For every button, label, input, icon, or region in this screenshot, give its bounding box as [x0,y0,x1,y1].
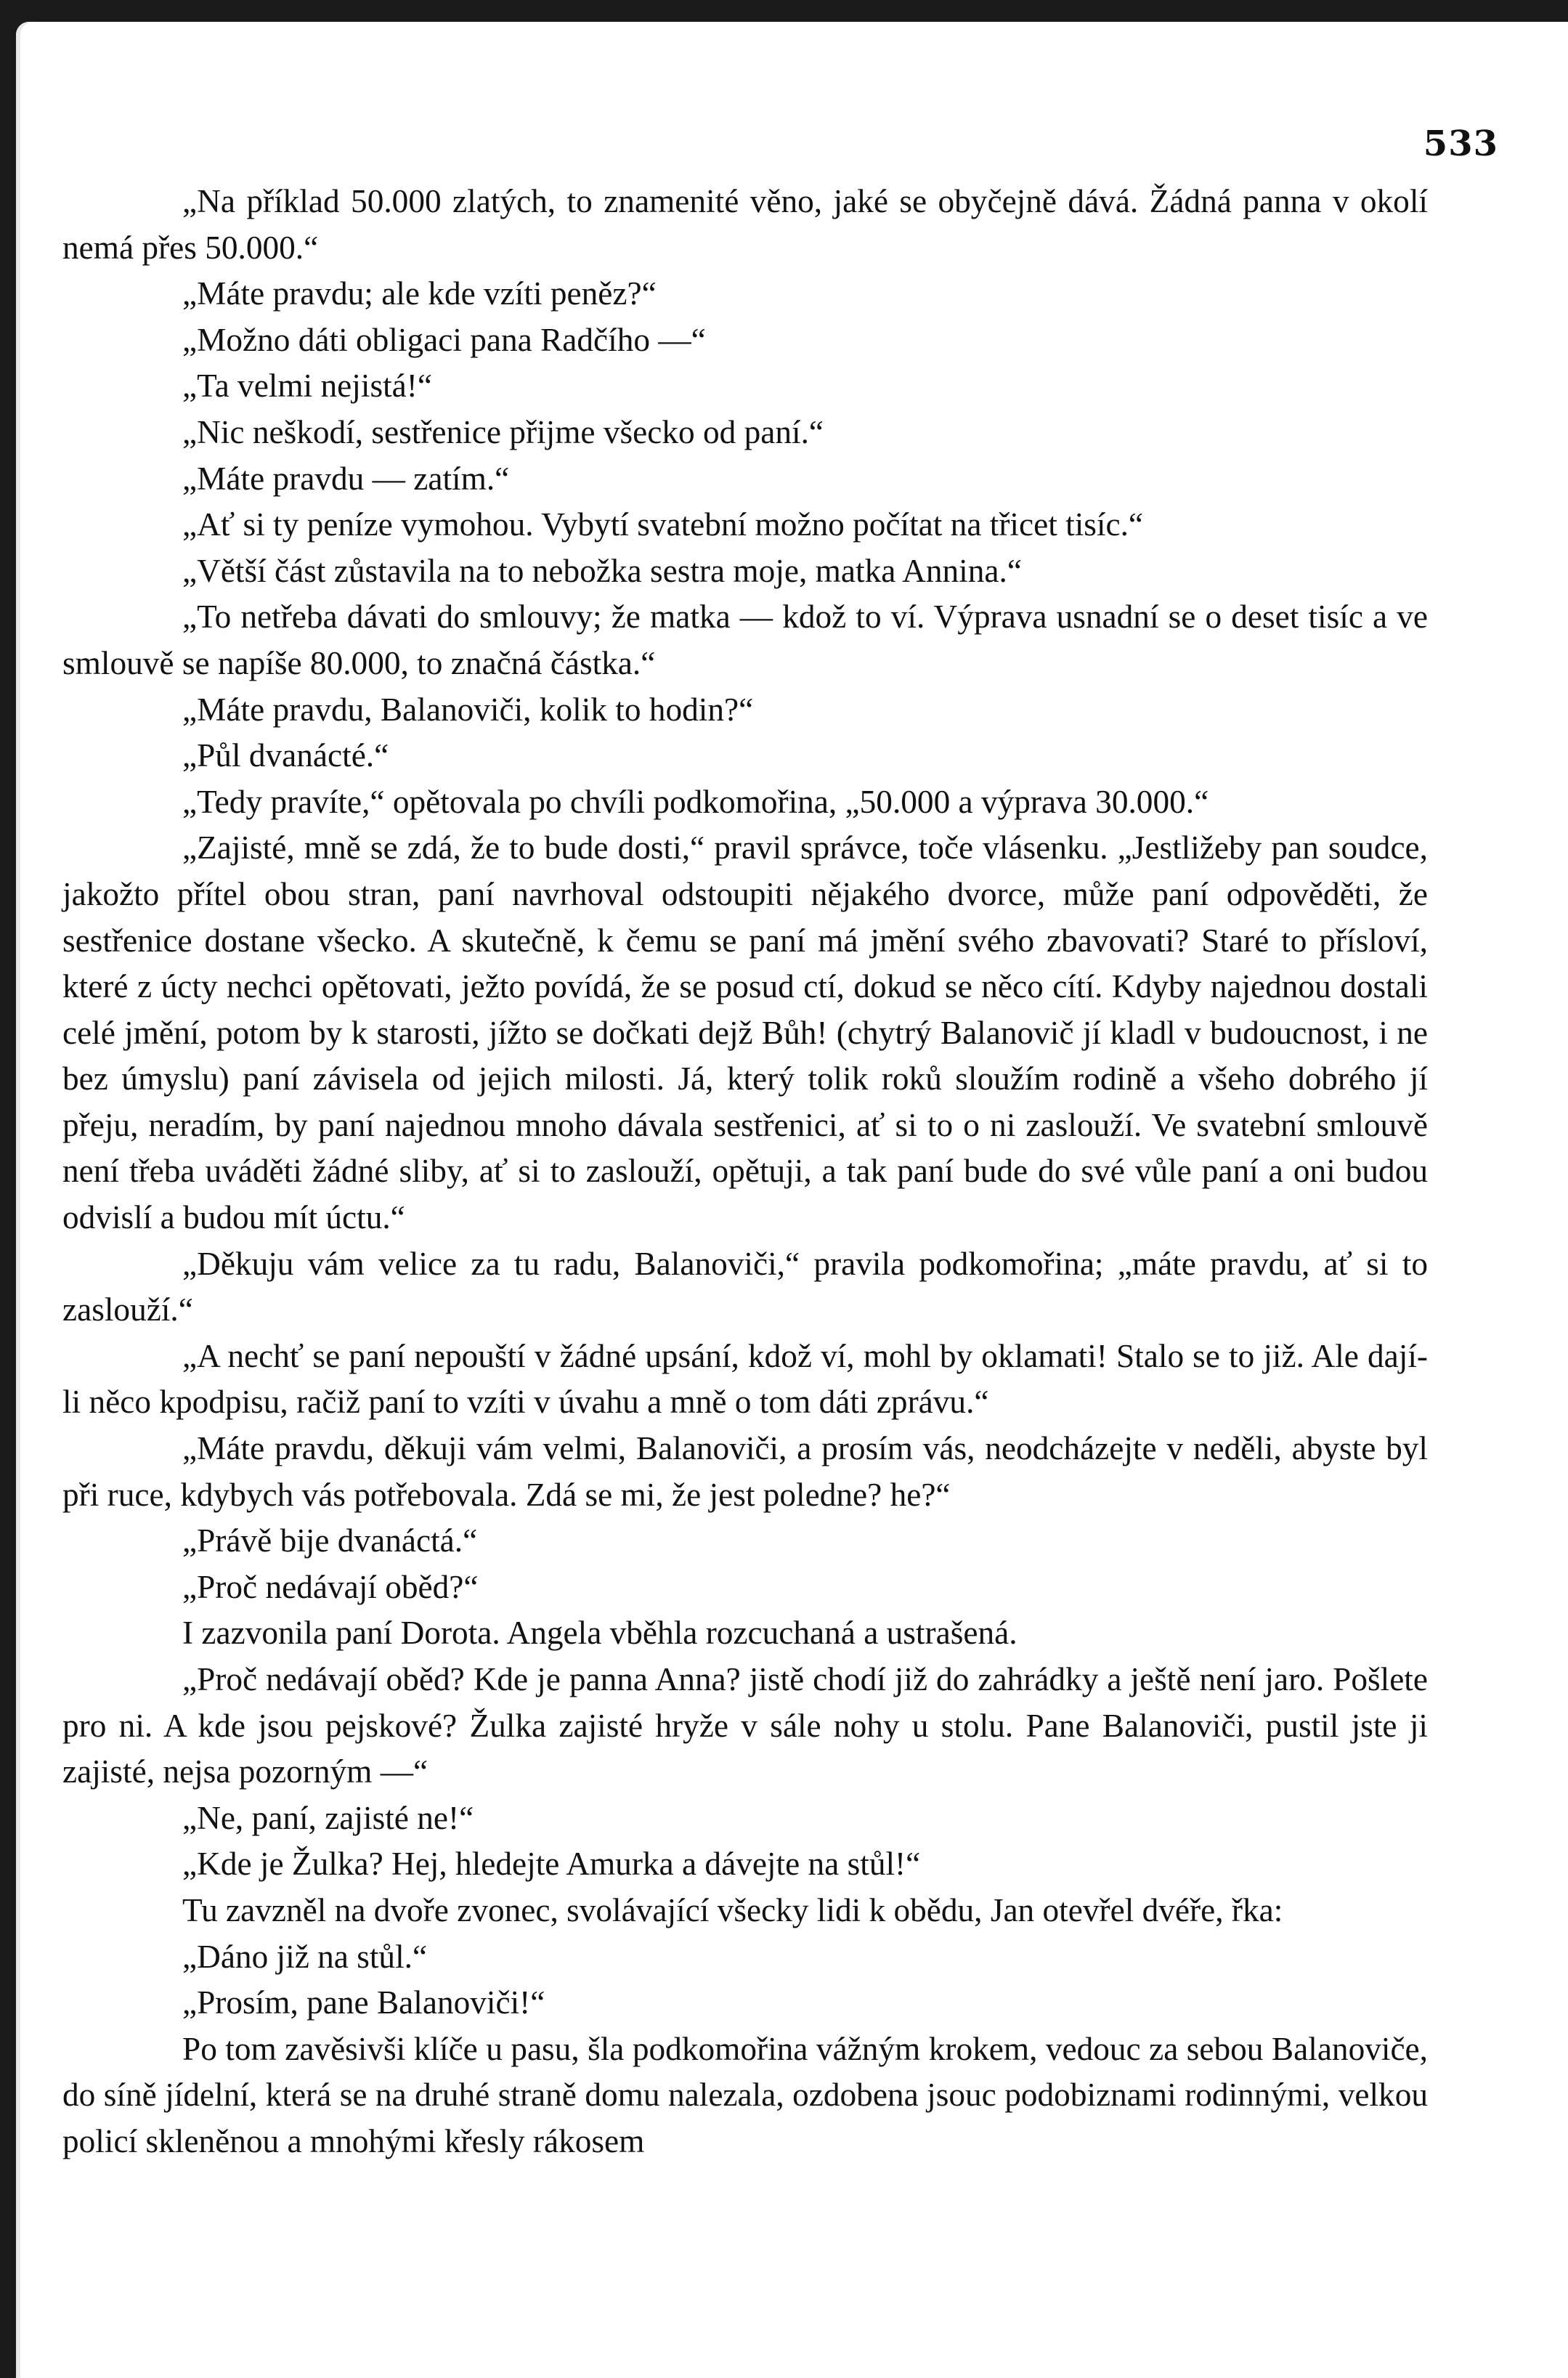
paragraph: „A nechť se paní nepouští v žádné upsání, kdož ví, mohl by oklamati! Stalo se to již. Ale dají-li něco kpodpisu, račiž paní to vzíti v úvahu a mně o tom dáti zprávu.“ [62,1337,1428,1421]
paragraph: „Máte pravdu — zatím.“ [182,460,510,497]
paragraph: „Možno dáti obligaci pana Radčího —“ [182,321,706,358]
paragraph: „To netřeba dávati do smlouvy; že matka — kdož to ví. Výprava usnadní se o deset tisíc a ve smlouvě se napíše 80.000, to značná částka.“ [62,598,1428,681]
paragraph: „Zajisté, mně se zdá, že to bude dosti,“ pravil správce, toče vlásenku. „Jestližeby pan soudce, jakožto přítel obou stran, paní navrhoval odstoupiti nějakého dvorce, může paní odpověděti, že sestřenice dostane všecko. A skutečně, k čemu se paní má jmění svého zbavovati? Staré to přísloví, které z úcty nechci opětovati, ježto povídá, že se posud ctí, dokud se něco cítí. Kdyby najednou dostali celé jmění, potom by k starosti, jížto se dočkati dejž Bůh! (chytrý Balanovič jí kladl v budoucnost, i ne bez úmyslu) paní závisela od jejich milosti. Já, který tolik roků sloužím rodině a všeho dobrého jí přeju, neradím, by paní najednou mnoho dávala sestřenici, ať si to o ni zaslouží. Ve svatební smlouvě není třeba uváděti žádné sliby, ať si to zaslouží, opětuji, a tak paní bude do své vůle paní a oni budou odvislí a budou mít úctu.“ [62,829,1428,1236]
paragraph: „Kde je Žulka? Hej, hledejte Amurka a dávejte na stůl!“ [182,1846,921,1883]
paragraph: Tu zavzněl na dvoře zvonec, svolávající všecky lidi k obědu, Jan otevřel dvéře, řka: [182,1891,1283,1928]
paragraph: „Ať si ty peníze vymohou. Vybytí svatební možno počítat na třicet tisíc.“ [182,506,1144,543]
paragraph: „Právě bije dvanáctá.“ [182,1522,478,1559]
paragraph: „Máte pravdu, děkuji vám velmi, Balanoviči, a prosím vás, neodcházejte v neděli, abyste byl při ruce, kdybych vás potřebovala. Zdá se mi, že jest poledne? he?“ [62,1430,1428,1513]
body-text [62,179,1428,2165]
paragraph: „Ne, paní, zajisté ne!“ [182,1799,474,1836]
paragraph: I zazvonila paní Dorota. Angela vběhla rozcuchaná a ustrašená. [182,1615,1017,1652]
paragraph: „Máte pravdu, Balanoviči, kolik to hodin?“ [182,691,754,728]
paragraph: „Tedy pravíte,“ opětovala po chvíli podkomořina, „50.000 a výprava 30.000.“ [182,783,1209,820]
book-page [16,22,1568,2378]
paragraph: Po tom zavěsivši klíče u pasu, šla podkomořina vážným krokem, vedouc za sebou Balanoviče, do síně jídelní, která se na druhé straně domu nalezala, ozdobena jsouc podobiznami rodinnými, velkou policí skleněnou a mnohými křesly rákosem [62,2030,1428,2159]
paragraph: „Větší část zůstavila na to nebožka sestra moje, matka Annina.“ [182,552,1022,589]
paragraph: „Prosím, pane Balanoviči!“ [182,1984,545,2021]
paragraph: „Máte pravdu; ale kde vzíti peněz?“ [182,275,657,312]
paragraph: „Děkuju vám velice za tu radu, Balanoviči,“ pravila podkomořina; „máte pravdu, ať si to zaslouží.“ [62,1245,1428,1328]
paragraph: „Dáno již na stůl.“ [182,1938,428,1975]
paragraph: „Na příklad 50.000 zlatých, to znamenité věno, jaké se obyčejně dává. Žádná panna v okolí nemá přes 50.000.“ [62,183,1428,266]
paragraph: „Nic neškodí, sestřenice přijme všecko od paní.“ [182,413,824,450]
paragraph: „Proč nedávají oběd?“ [182,1568,479,1605]
paragraph: „Ta velmi nejistá!“ [182,368,432,405]
page-number: 533 [1423,123,1498,164]
paragraph: „Proč nedávají oběd? Kde je panna Anna? jistě chodí již do zahrádky a ještě není jaro. Pošlete pro ni. A kde jsou pejskové? Žulka zajisté hryže v sále nohy u stolu. Pane Balanoviči, pustil jste ji zajisté, nejsa pozorným —“ [62,1661,1428,1790]
paragraph: „Půl dvanácté.“ [182,737,389,774]
